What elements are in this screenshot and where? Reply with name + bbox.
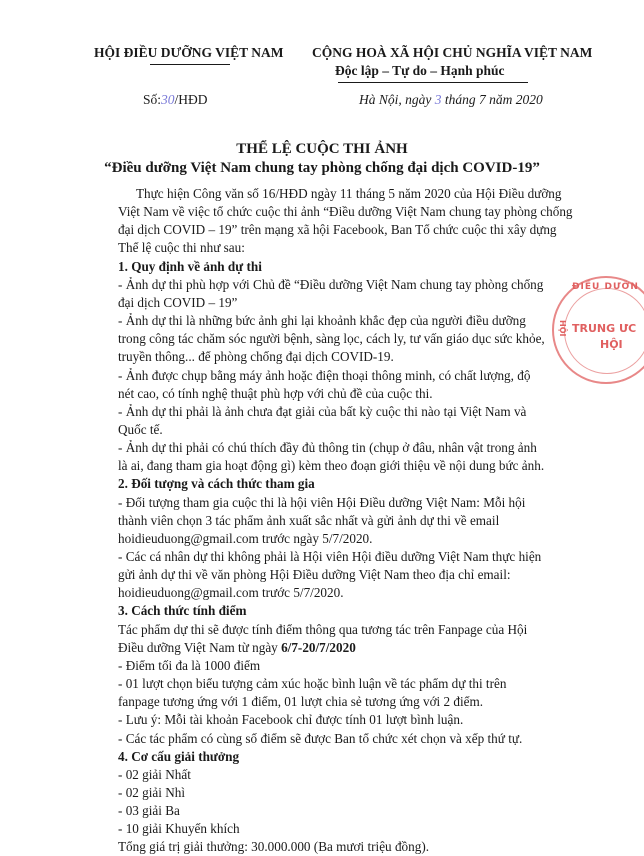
body-text-line: Điều dưỡng Việt Nam từ ngày 6/7-20/7/2020 bbox=[118, 639, 356, 655]
date-prefix: Hà Nội, ngày bbox=[359, 92, 432, 107]
section-heading: 1. Quy định về ảnh dự thi bbox=[118, 258, 262, 274]
body-text-line: Thể lệ cuộc thi như sau: bbox=[118, 240, 245, 256]
body-text-line: gửi ảnh dự thi về văn phòng Hội Điều dưỡng Việt Nam theo địa chỉ email: bbox=[118, 567, 511, 583]
body-text-line: Quốc tế. bbox=[118, 421, 163, 437]
body-text-line: - Đối tượng tham gia cuộc thi là hội viên Hội Điều dưỡng Việt Nam: Mỗi hội bbox=[118, 494, 526, 510]
body-text-line: - Các cá nhân dự thi không phải là Hội viên Hội điều dưỡng Việt Nam thực hiện bbox=[118, 549, 542, 564]
doc-subtitle: “Điều dưỡng Việt Nam chung tay phòng chống đại dịch COVID-19” bbox=[104, 160, 540, 176]
motto: Độc lập – Tự do – Hạnh phúc bbox=[335, 63, 505, 78]
org-name: HỘI ĐIỀU DƯỠNG VIỆT NAM bbox=[94, 45, 284, 60]
body-text-line: - Lưu ý: Mỗi tài khoản Facebook chỉ được tính 01 lượt bình luận. bbox=[118, 712, 464, 728]
body-text-line: - 03 giải Ba bbox=[118, 803, 180, 819]
body-text-line: - 02 giải Nhất bbox=[118, 766, 191, 782]
stamp-center-text-2: HỘI bbox=[600, 338, 623, 351]
stamp-center-text: TRUNG ƯC bbox=[572, 322, 637, 335]
org-underline bbox=[150, 64, 230, 65]
body-text-line: là ai, đang tham gia hoạt động gì) kèm theo đoạn giới thiệu về nội dung bức ảnh. bbox=[118, 458, 545, 474]
doc-number-prefix: Số: bbox=[143, 92, 162, 107]
body-text-line: - 01 lượt chọn biểu tượng cảm xúc hoặc bình luận về tác phẩm dự thi trên bbox=[118, 676, 507, 692]
body-text-line: Việt Nam về việc tổ chức cuộc thi ảnh “Điều dưỡng Việt Nam chung tay phòng chống bbox=[118, 204, 573, 220]
date-suffix: tháng 7 năm 2020 bbox=[444, 92, 543, 107]
doc-number-suffix: /HĐD bbox=[174, 92, 208, 107]
body-text-line: - Ảnh dự thi phải là ảnh chưa đạt giải của bất kỳ cuộc thi nào tại Việt Nam và bbox=[118, 403, 527, 419]
body-text-line: Thực hiện Công văn số 16/HĐD ngày 11 tháng 5 năm 2020 của Hội Điều dưỡng bbox=[136, 186, 562, 201]
body-text-line: đại dịch COVID – 19” bbox=[118, 294, 238, 310]
red-seal-stamp bbox=[552, 276, 644, 384]
body-text-line: hoidieuduong@gmail.com trước 5/7/2020. bbox=[118, 585, 344, 601]
body-text-line: thành viên chọn 3 tác phẩm ảnh xuất sắc nhất và gửi ảnh dự thi về email bbox=[118, 512, 500, 528]
section-heading: 4. Cơ cấu giải thưởng bbox=[118, 748, 240, 764]
doc-title: THỂ LỆ CUỘC THI ẢNH bbox=[236, 141, 408, 157]
body-text-line: - Ảnh được chụp bằng máy ảnh hoặc điện thoại thông minh, có chất lượng, độ bbox=[118, 367, 531, 383]
body-text-line: hoidieuduong@gmail.com trước ngày 5/7/2020. bbox=[118, 530, 373, 546]
section-heading: 2. Đối tượng và cách thức tham gia bbox=[118, 476, 315, 492]
country-name: CỘNG HOÀ XÃ HỘI CHỦ NGHĨA VIỆT NAM bbox=[312, 45, 593, 60]
doc-date bbox=[359, 92, 543, 108]
body-text-line: - 02 giải Nhì bbox=[118, 784, 186, 800]
body-text-line: - Điểm tối đa là 1000 điểm bbox=[118, 657, 261, 673]
doc-number-handwritten: 30 bbox=[161, 92, 175, 107]
body-text-line: - Các tác phẩm có cùng số điểm sẽ được Ban tổ chức xét chọn và xếp thứ tự. bbox=[118, 730, 523, 746]
section-heading: 3. Cách thức tính điểm bbox=[118, 603, 247, 619]
date-day-handwritten: 3 bbox=[434, 92, 442, 107]
motto-underline bbox=[338, 82, 528, 83]
body-text-line: truyền thông... để phòng chống đại dịch COVID-19. bbox=[118, 349, 394, 365]
body-text-line: - Ảnh dự thi phù hợp với Chủ đề “Điều dưỡng Việt Nam chung tay phòng chống bbox=[118, 276, 544, 292]
body-text-line: Tác phẩm dự thi sẽ được tính điểm thông qua tương tác trên Fanpage của Hội bbox=[118, 621, 528, 637]
body-text-line: - Ảnh dự thi phải có chú thích đầy đủ thông tin (chụp ở đâu, nhân vật trong ảnh bbox=[118, 440, 537, 456]
stamp-top-text: ĐIỀU DƯỠN bbox=[572, 282, 639, 292]
stamp-left-text: HỘI bbox=[558, 320, 567, 337]
body-text-line: đại dịch COVID – 19” trên mạng xã hội Facebook, Ban Tổ chức cuộc thi xây dựng bbox=[118, 222, 557, 238]
body-text-line: Tổng giá trị giải thưởng: 30.000.000 (Ba mươi triệu đồng). bbox=[118, 839, 430, 855]
body-text-line: - Ảnh dự thi là những bức ảnh ghi lại khoảnh khắc đẹp của người điều dưỡng bbox=[118, 313, 526, 329]
doc-number bbox=[143, 92, 208, 108]
date-range: 6/7-20/7/2020 bbox=[281, 639, 356, 655]
body-text-line: nét cao, có tính nghệ thuật phù hợp với chủ đề của cuộc thi. bbox=[118, 385, 433, 401]
body-text-line: fanpage tương ứng với 1 điểm, 01 lượt chia sẻ tương ứng với 2 điểm. bbox=[118, 694, 484, 710]
body-text-line: trong công tác chăm sóc người bệnh, sàng lọc, cách ly, tư vấn giáo dục sức khỏe, bbox=[118, 331, 545, 347]
body-text-line: - 10 giải Khuyến khích bbox=[118, 821, 240, 837]
